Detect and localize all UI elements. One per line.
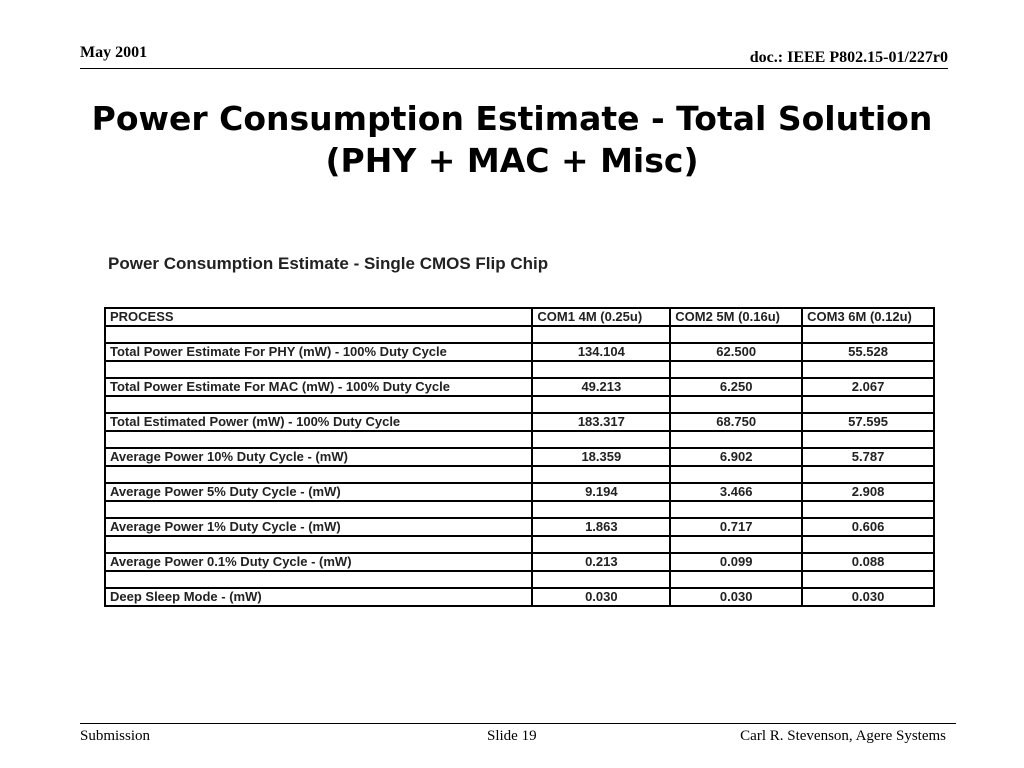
empty-cell — [532, 396, 670, 413]
table-spacer-row — [105, 466, 934, 483]
empty-cell — [802, 536, 934, 553]
table-row — [105, 483, 934, 501]
table-row — [105, 413, 934, 431]
table-row — [105, 343, 934, 361]
value-cell: 57.595 — [802, 413, 934, 431]
empty-cell — [105, 431, 532, 448]
row-label: Total Estimated Power (mW) - 100% Duty Cycle — [105, 413, 532, 431]
table-row — [105, 588, 934, 606]
header-doc-id: doc.: IEEE P802.15-01/227r0 — [749, 49, 948, 66]
empty-cell — [105, 536, 532, 553]
value-cell: 0.088 — [802, 553, 934, 571]
empty-cell — [802, 396, 934, 413]
value-cell: 18.359 — [532, 448, 670, 466]
empty-cell — [105, 571, 532, 588]
value-cell: 0.030 — [532, 588, 670, 606]
row-label: Average Power 1% Duty Cycle - (mW) — [105, 518, 532, 536]
empty-cell — [802, 326, 934, 343]
empty-cell — [532, 431, 670, 448]
row-label: Total Power Estimate For PHY (mW) - 100% Duty Cycle — [105, 343, 532, 361]
column-header: COM1 4M (0.25u) — [532, 308, 670, 326]
empty-cell — [532, 326, 670, 343]
empty-cell — [105, 466, 532, 483]
empty-cell — [670, 326, 802, 343]
table-header-row — [105, 308, 934, 326]
empty-cell — [670, 536, 802, 553]
value-cell: 6.902 — [670, 448, 802, 466]
row-label: Average Power 5% Duty Cycle - (mW) — [105, 483, 532, 501]
footer-author: Carl R. Stevenson, Agere Systems — [740, 728, 946, 744]
value-cell: 5.787 — [802, 448, 934, 466]
value-cell: 0.606 — [802, 518, 934, 536]
value-cell: 1.863 — [532, 518, 670, 536]
table-spacer-row — [105, 361, 934, 378]
value-cell: 9.194 — [532, 483, 670, 501]
value-cell: 49.213 — [532, 378, 670, 396]
column-header: PROCESS — [105, 308, 532, 326]
value-cell: 3.466 — [670, 483, 802, 501]
empty-cell — [532, 501, 670, 518]
empty-cell — [802, 431, 934, 448]
table-spacer-row — [105, 536, 934, 553]
empty-cell — [802, 501, 934, 518]
value-cell: 0.030 — [670, 588, 802, 606]
table-row — [105, 553, 934, 571]
slide-title — [0, 98, 1024, 182]
value-cell: 0.099 — [670, 553, 802, 571]
table-spacer-row — [105, 501, 934, 518]
row-label: Deep Sleep Mode - (mW) — [105, 588, 532, 606]
value-cell: 62.500 — [670, 343, 802, 361]
value-cell: 55.528 — [802, 343, 934, 361]
column-header: COM2 5M (0.16u) — [670, 308, 802, 326]
value-cell: 2.067 — [802, 378, 934, 396]
empty-cell — [532, 571, 670, 588]
table-spacer-row — [105, 431, 934, 448]
table-spacer-row — [105, 396, 934, 413]
empty-cell — [670, 571, 802, 588]
column-header: COM3 6M (0.12u) — [802, 308, 934, 326]
table-row — [105, 518, 934, 536]
power-estimate-table — [104, 307, 935, 607]
row-label: Average Power 10% Duty Cycle - (mW) — [105, 448, 532, 466]
slide-title-line-1: Power Consumption Estimate - Total Solution — [91, 99, 933, 138]
empty-cell — [670, 466, 802, 483]
row-label: Total Power Estimate For MAC (mW) - 100% Duty Cycle — [105, 378, 532, 396]
value-cell: 183.317 — [532, 413, 670, 431]
value-cell: 0.213 — [532, 553, 670, 571]
header-divider — [80, 68, 948, 69]
empty-cell — [105, 326, 532, 343]
value-cell: 6.250 — [670, 378, 802, 396]
header-date: May 2001 — [80, 44, 148, 61]
row-label: Average Power 0.1% Duty Cycle - (mW) — [105, 553, 532, 571]
empty-cell — [532, 466, 670, 483]
empty-cell — [670, 361, 802, 378]
empty-cell — [105, 501, 532, 518]
table-row — [105, 378, 934, 396]
empty-cell — [105, 361, 532, 378]
value-cell: 2.908 — [802, 483, 934, 501]
empty-cell — [105, 396, 532, 413]
empty-cell — [802, 466, 934, 483]
empty-cell — [532, 536, 670, 553]
value-cell: 0.717 — [670, 518, 802, 536]
empty-cell — [670, 501, 802, 518]
empty-cell — [670, 431, 802, 448]
value-cell: 134.104 — [532, 343, 670, 361]
footer-slide-number: Slide 19 — [487, 728, 537, 744]
footer-submission: Submission — [80, 728, 151, 744]
table-spacer-row — [105, 326, 934, 343]
footer-divider — [80, 723, 956, 724]
table-row — [105, 448, 934, 466]
value-cell: 68.750 — [670, 413, 802, 431]
empty-cell — [802, 361, 934, 378]
empty-cell — [670, 396, 802, 413]
value-cell: 0.030 — [802, 588, 934, 606]
slide-title-line-2: (PHY + MAC + Misc) — [325, 141, 699, 180]
empty-cell — [802, 571, 934, 588]
table-caption: Power Consumption Estimate - Single CMOS Flip Chip — [108, 254, 549, 273]
table-spacer-row — [105, 571, 934, 588]
empty-cell — [532, 361, 670, 378]
